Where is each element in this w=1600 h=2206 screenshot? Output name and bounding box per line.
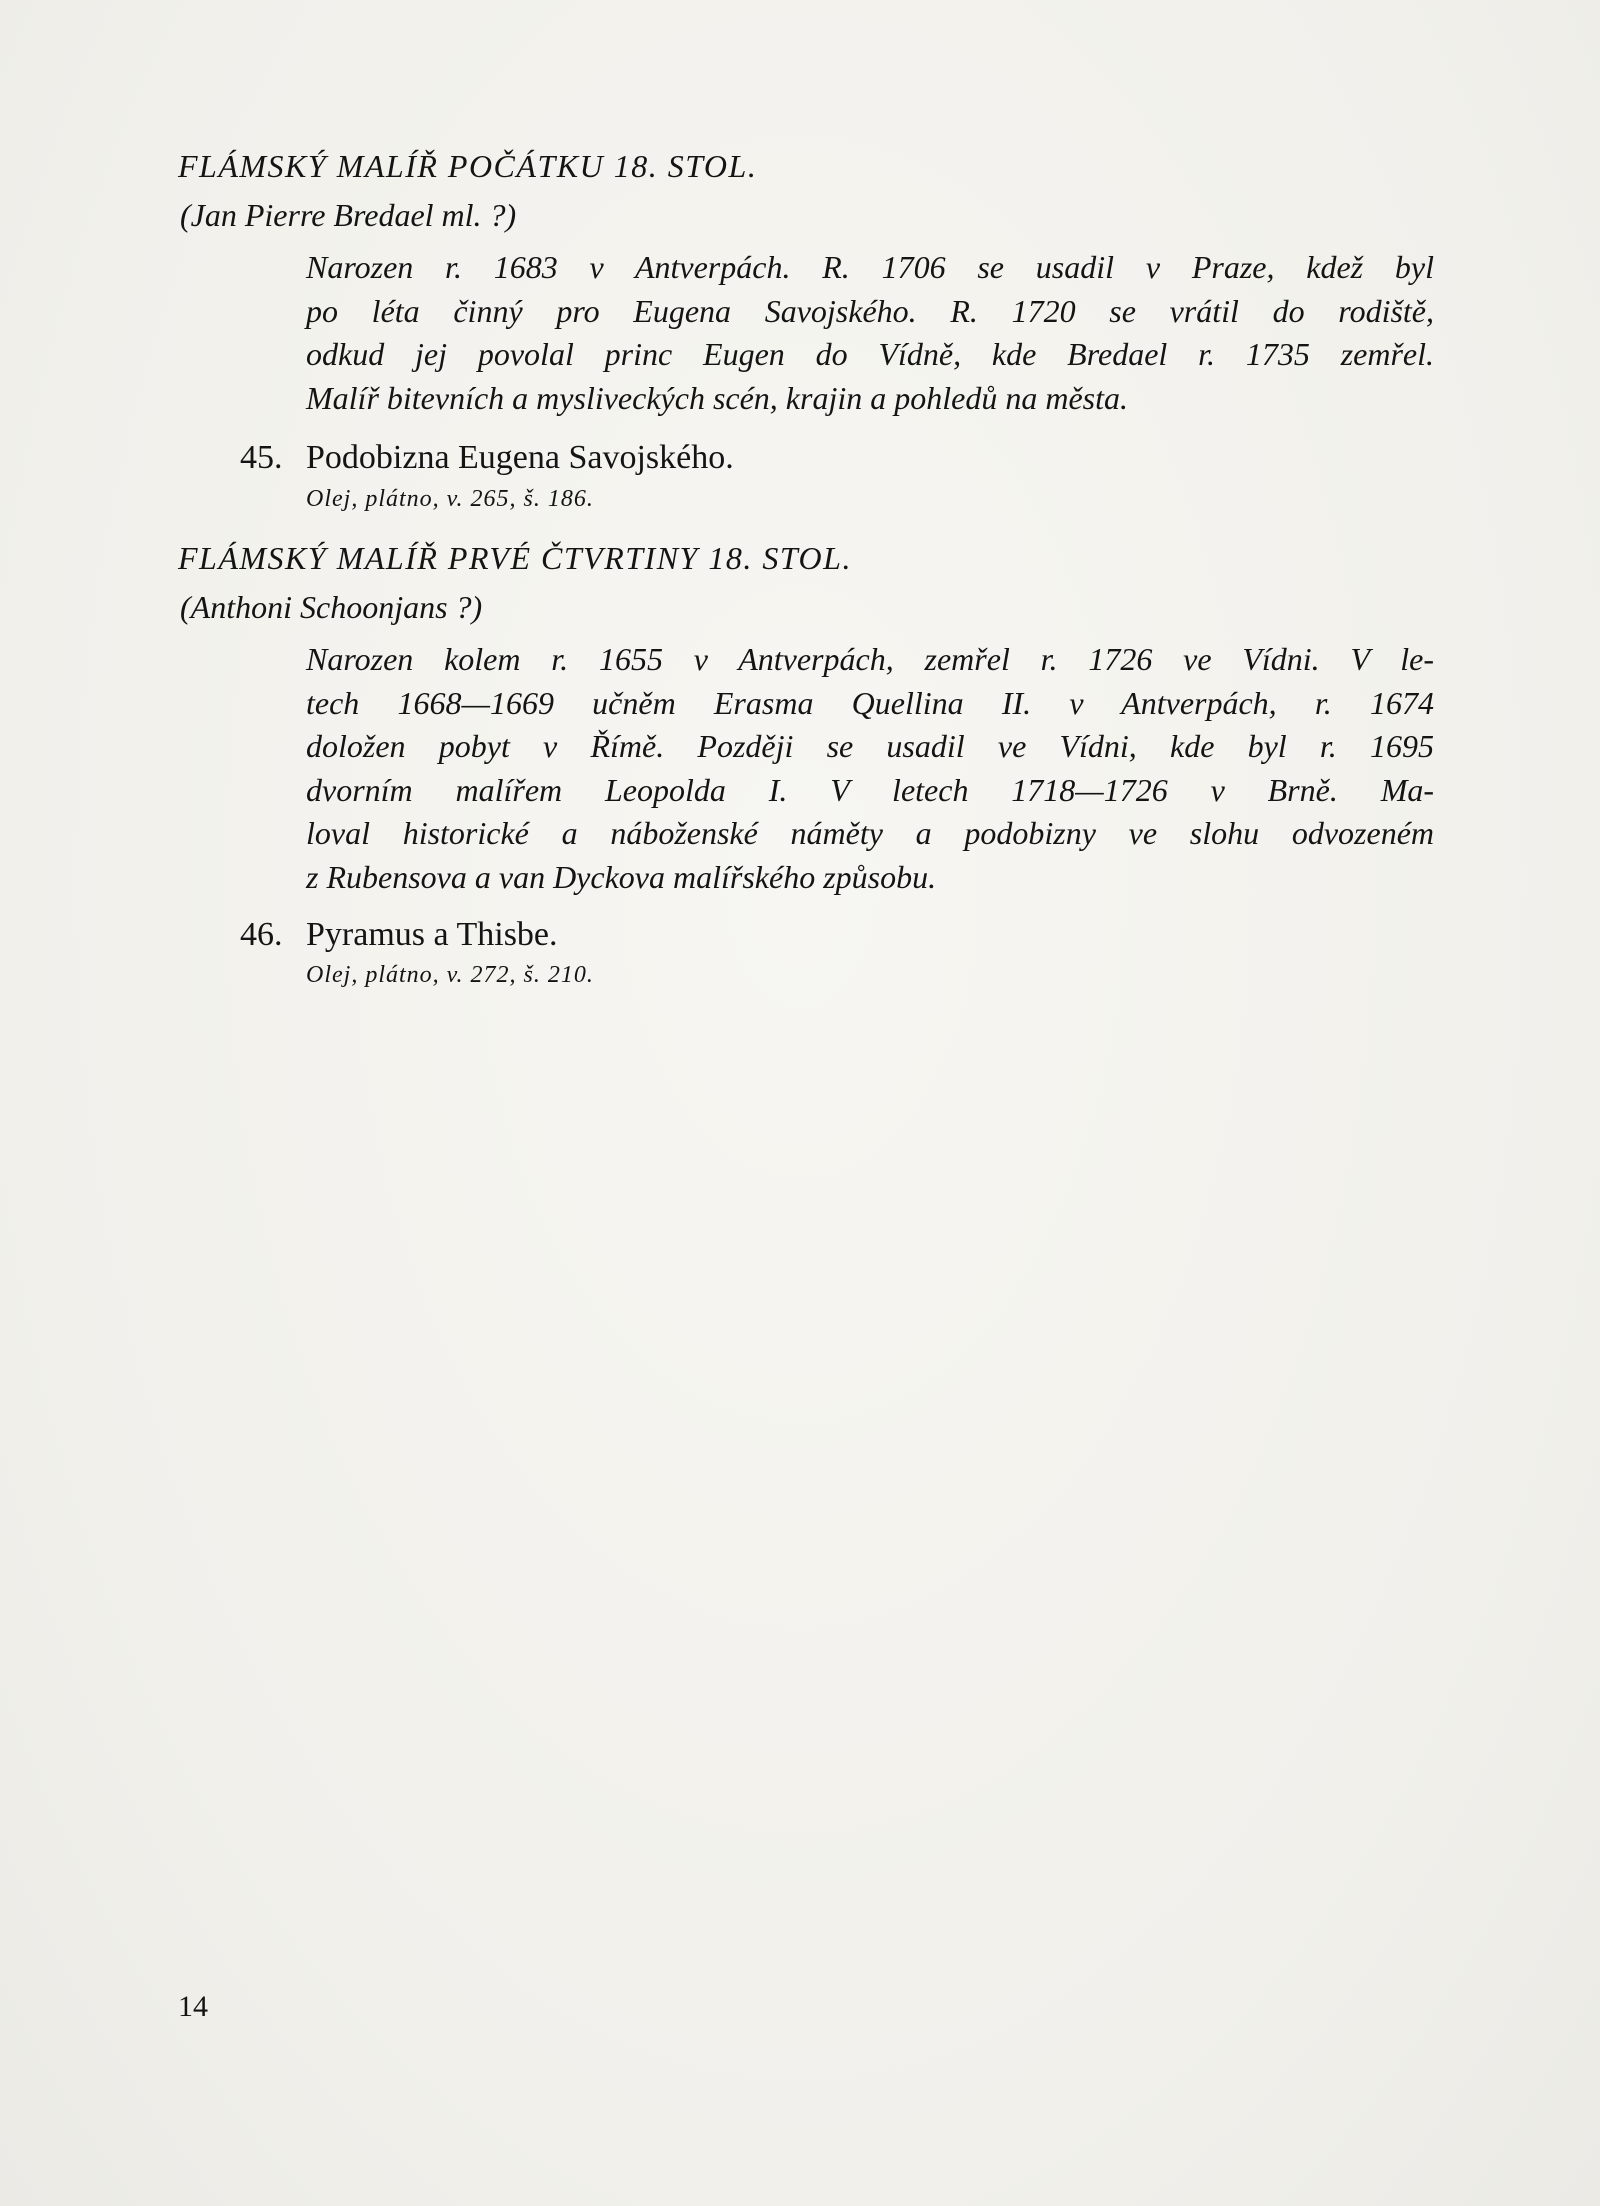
entry-number: 45. xyxy=(240,439,283,476)
catalog-entry xyxy=(240,438,734,478)
bio-line: odkud jej povolal princ Eugen do Vídně, kde Bredael r. 1735 zemřel. xyxy=(306,336,1434,372)
bio-line: Narozen kolem r. 1655 v Antverpách, zemřel r. 1726 ve Vídni. V le- xyxy=(306,641,1434,677)
section-heading: FLÁMSKÝ MALÍŘ PRVÉ ČTVRTINY 18. STOL. xyxy=(178,540,852,576)
bio-line: dvorním malířem Leopolda I. V letech 1718—1726 v Brně. Ma- xyxy=(306,771,1434,808)
section-heading: FLÁMSKÝ MALÍŘ POČÁTKU 18. STOL. xyxy=(178,148,758,184)
entry-medium: Olej, plátno, v. 272, š. 210. xyxy=(306,962,594,988)
bio-line: po léta činný pro Eugena Savojského. R. 1720 se vrátil do rodiště, xyxy=(306,292,1434,329)
artist-attribution: (Jan Pierre Bredael ml. ?) xyxy=(180,197,517,233)
entry-medium: Olej, plátno, v. 265, š. 186. xyxy=(306,486,594,512)
artist-attribution: (Anthoni Schoonjans ?) xyxy=(180,589,483,625)
bio-line: loval historické a náboženské náměty a podobizny ve slohu odvozeném xyxy=(306,815,1434,851)
entry-title: Pyramus a Thisbe. xyxy=(306,916,558,953)
artist-biography xyxy=(306,246,1434,420)
bio-line: doložen pobyt v Římě. Později se usadil ve Vídni, kde byl r. 1695 xyxy=(306,728,1434,764)
bio-line: Malíř bitevních a mysliveckých scén, krajin a pohledů na města. xyxy=(306,379,1128,416)
entry-title: Podobizna Eugena Savojského. xyxy=(306,439,734,476)
bio-line: tech 1668—1669 učněm Erasma Quellina II. v Antverpách, r. 1674 xyxy=(306,684,1434,721)
bio-line: z Rubensova a van Dyckova malířského způsobu. xyxy=(306,858,937,895)
entry-number: 46. xyxy=(240,916,283,953)
catalog-entry xyxy=(240,915,558,955)
artist-biography xyxy=(306,638,1434,899)
page-number: 14 xyxy=(178,1990,208,2023)
bio-line: Narozen r. 1683 v Antverpách. R. 1706 se usadil v Praze, kdež byl xyxy=(306,249,1434,285)
